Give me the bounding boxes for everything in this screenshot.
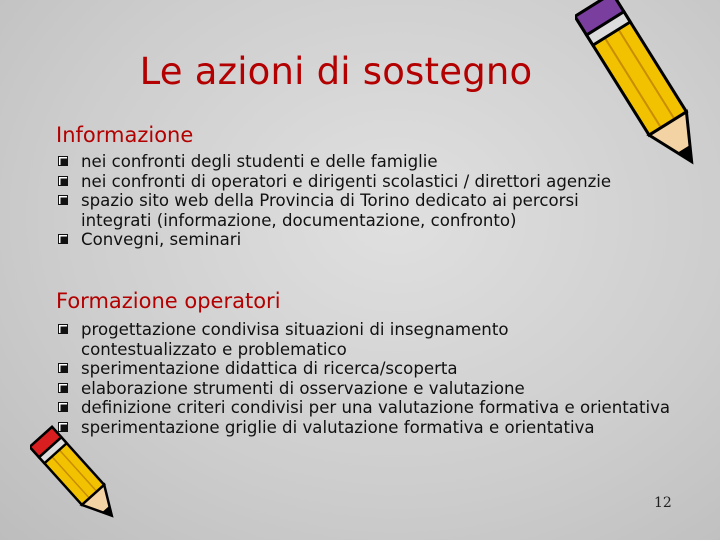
list-item (57, 418, 697, 438)
list-item (57, 191, 601, 230)
list-item-text: progettazione condivisa situazioni di insegnamento contestualizzato e problematico (81, 320, 509, 359)
section-heading-informazione: Informazione (56, 123, 194, 147)
checkbox-bullet-icon (58, 383, 68, 393)
list-item (57, 172, 717, 192)
list-item-text: sperimentazione didattica di ricerca/scoperta (81, 359, 458, 378)
checkbox-bullet-icon (58, 363, 68, 373)
section-heading-formazione-operatori: Formazione operatori (56, 289, 281, 313)
bullet-list-informazione (57, 152, 717, 250)
list-item (57, 398, 697, 418)
list-item-text: Convegni, seminari (81, 230, 242, 249)
checkbox-bullet-icon (58, 176, 68, 186)
checkbox-bullet-icon (58, 324, 68, 334)
pencil-icon (30, 425, 125, 530)
list-item-text: definizione criteri condivisi per una valutazione formativa e orientativa (81, 398, 671, 417)
list-item (57, 379, 697, 399)
page-number: 12 (654, 495, 672, 511)
checkbox-bullet-icon (58, 234, 68, 244)
list-item-text: nei confronti degli studenti e delle famiglie (81, 152, 438, 171)
list-item (57, 359, 697, 379)
checkbox-bullet-icon (58, 422, 68, 432)
bullet-list-formazione (57, 320, 697, 437)
list-item (57, 320, 551, 359)
slide-title: Le azioni di sostegno (139, 50, 533, 93)
list-item-text: spazio sito web della Provincia di Torino dedicato ai percorsi integrati (informazione, documentazione, confronto) (81, 191, 579, 230)
checkbox-bullet-icon (58, 402, 68, 412)
list-item (57, 152, 717, 172)
list-item-text: elaborazione strumenti di osservazione e valutazione (81, 378, 525, 398)
list-item (57, 230, 717, 250)
list-item-text: sperimentazione griglie di valutazione formativa e orientativa (81, 417, 595, 437)
checkbox-bullet-icon (58, 156, 68, 166)
checkbox-bullet-icon (58, 195, 68, 205)
list-item-text: nei confronti di operatori e dirigenti scolastici / direttori agenzie (81, 171, 612, 191)
